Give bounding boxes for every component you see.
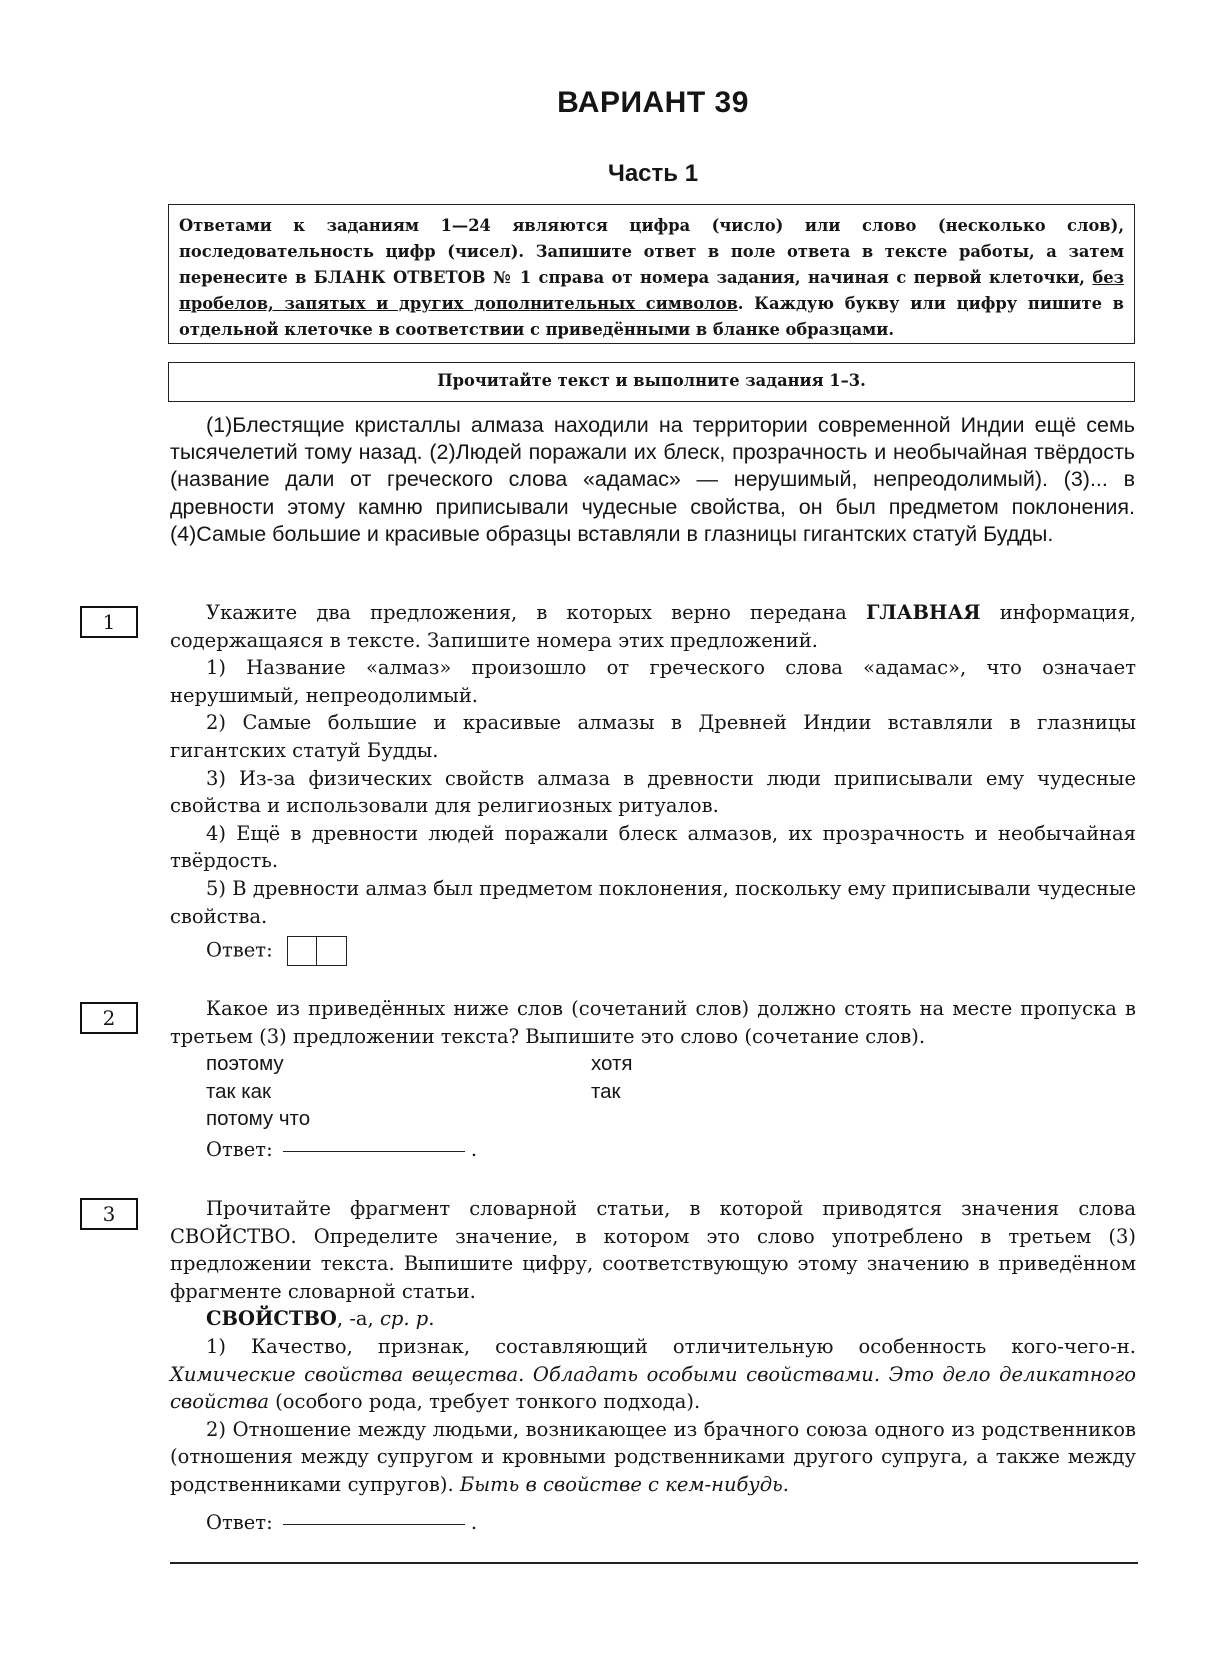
instructions-lead: Ответами к заданиям 1—24 являются цифра (число) или слово (несколько слов), последовательность цифр (чисел). Запишите ответ в поле ответа в тексте работы, а затем перенесите в БЛАНК ОТВЕТОВ № 1 справа от номера задания, начиная с первой клеточки, (179, 216, 1124, 287)
task-1-option: 1) Название «алмаз» произошло от греческого слова «адамас», что означает нерушимый, непреодолимый. (170, 656, 1136, 707)
task-2-answer-row: Ответ: . (206, 1138, 478, 1162)
task-1-answer-cells[interactable] (287, 936, 347, 966)
task-number-1: 1 (80, 606, 138, 638)
task-1-option: 5) В древности алмаз был предметом поклонения, поскольку ему приписывали чудесные свойства. (170, 876, 1136, 928)
task-1-option: 4) Ещё в древности людей поражали блеск алмазов, их прозрачность и необычайная твёрдость. (170, 821, 1136, 873)
reading-paragraph: (1)Блестящие кристаллы алмаза находили на территории современной Индии ещё семь тысячелетий тому назад. (2)Людей поражали их блеск, прозрачность и необычайная твёрдость (название дали от греческого слова «адамас» — нерушимый, непреодолимый). (3)... в древности этому камню приписывали чудесные свойства, он был предметом поклонения. (4)Самые большие и красивые образцы вставляли в глазницы гигантских статуй Будды. (170, 413, 1135, 546)
reading-text (170, 412, 1135, 548)
answer-cell[interactable] (317, 936, 347, 966)
task-3-answer-row: Ответ: . (206, 1510, 478, 1534)
task-number-3: 3 (80, 1198, 138, 1230)
task-2-answer-label: Ответ: (206, 1138, 273, 1162)
instructions-tail: . Каждую букву или цифру пишите в отдельной клеточке в соответствии с приведёнными в бланке образцами. (179, 294, 1124, 339)
task-2 (170, 995, 1136, 1164)
task-1-prompt: Укажите два предложения, в которых верно передана ГЛАВНАЯ информация, содержащаяся в тексте. Запишите номера этих предложений. (170, 601, 1136, 652)
task-3-prompt: Прочитайте фрагмент словарной статьи, в которой приводятся значения слова СВОЙСТВО. Определите значение, в котором это слово употреблено в третьем (3) предложении текста. Выпишите цифру, соответствующую этому значению в приведённом фрагменте словарной статьи. (170, 1197, 1136, 1303)
task-3 (170, 1195, 1136, 1536)
task-2-option: поэтому (206, 1052, 284, 1076)
part-title: Часть 1 (607, 160, 699, 187)
task-1-emphasis: ГЛАВНАЯ (865, 601, 981, 624)
answer-cell[interactable] (287, 936, 317, 966)
task-2-prompt: Какое из приведённых ниже слов (сочетаний слов) должно стоять на месте пропуска в третьем (3) предложении текста? Выпишите это слово (сочетание слов). (170, 997, 1136, 1048)
task-1 (170, 599, 1136, 966)
task-2-answer-field[interactable] (283, 1151, 465, 1152)
task-1-option: 3) Из-за физических свойств алмаза в древности люди приписывали ему чудесные свойства и использовали для религиозных ритуалов. (170, 766, 1136, 818)
task-1-option: 2) Самые большие и красивые алмазы в Древней Индии вставляли в глазницы гигантских статуй Будды. (170, 711, 1136, 762)
task-2-option: так как (206, 1079, 272, 1103)
variant-title: ВАРИАНТ 39 (557, 86, 749, 119)
task-2-option: потому что (206, 1107, 311, 1131)
task-2-options (206, 1050, 1136, 1134)
dictionary-meaning-1: 1) Качество, признак, составляющий отличительную особенность кого-чего-н. Химические свойства вещества. Обладать особыми свойствами. Это дело деликатного свойства (особого рода, требует тонкого подхода). (170, 1334, 1136, 1414)
dictionary-meaning-2: 2) Отношение между людьми, возникающее из брачного союза одного из родственников (отношения между супругом и кровными родственниками другого супруга, а также между родственниками супругов). Быть в свойстве с кем-нибудь. (170, 1417, 1136, 1496)
task-2-option: так (591, 1079, 621, 1103)
dictionary-headword: СВОЙСТВО, -а, ср. р. (206, 1307, 435, 1331)
task-3-answer-field[interactable] (283, 1524, 465, 1525)
read-task-label: Прочитайте текст и выполните задания 1–3. (437, 371, 866, 390)
task-number-2: 2 (80, 1002, 138, 1034)
task-2-option: хотя (591, 1052, 633, 1076)
task-1-answer-row (206, 936, 1136, 966)
task-1-answer-label: Ответ: (206, 938, 273, 962)
task-3-answer-label: Ответ: (206, 1510, 273, 1534)
read-task-box (168, 362, 1135, 402)
instructions-box (168, 204, 1135, 344)
bottom-divider (170, 1562, 1138, 1564)
instructions-underlined: без пробелов, запятых и других дополнительных символов (179, 268, 1124, 313)
